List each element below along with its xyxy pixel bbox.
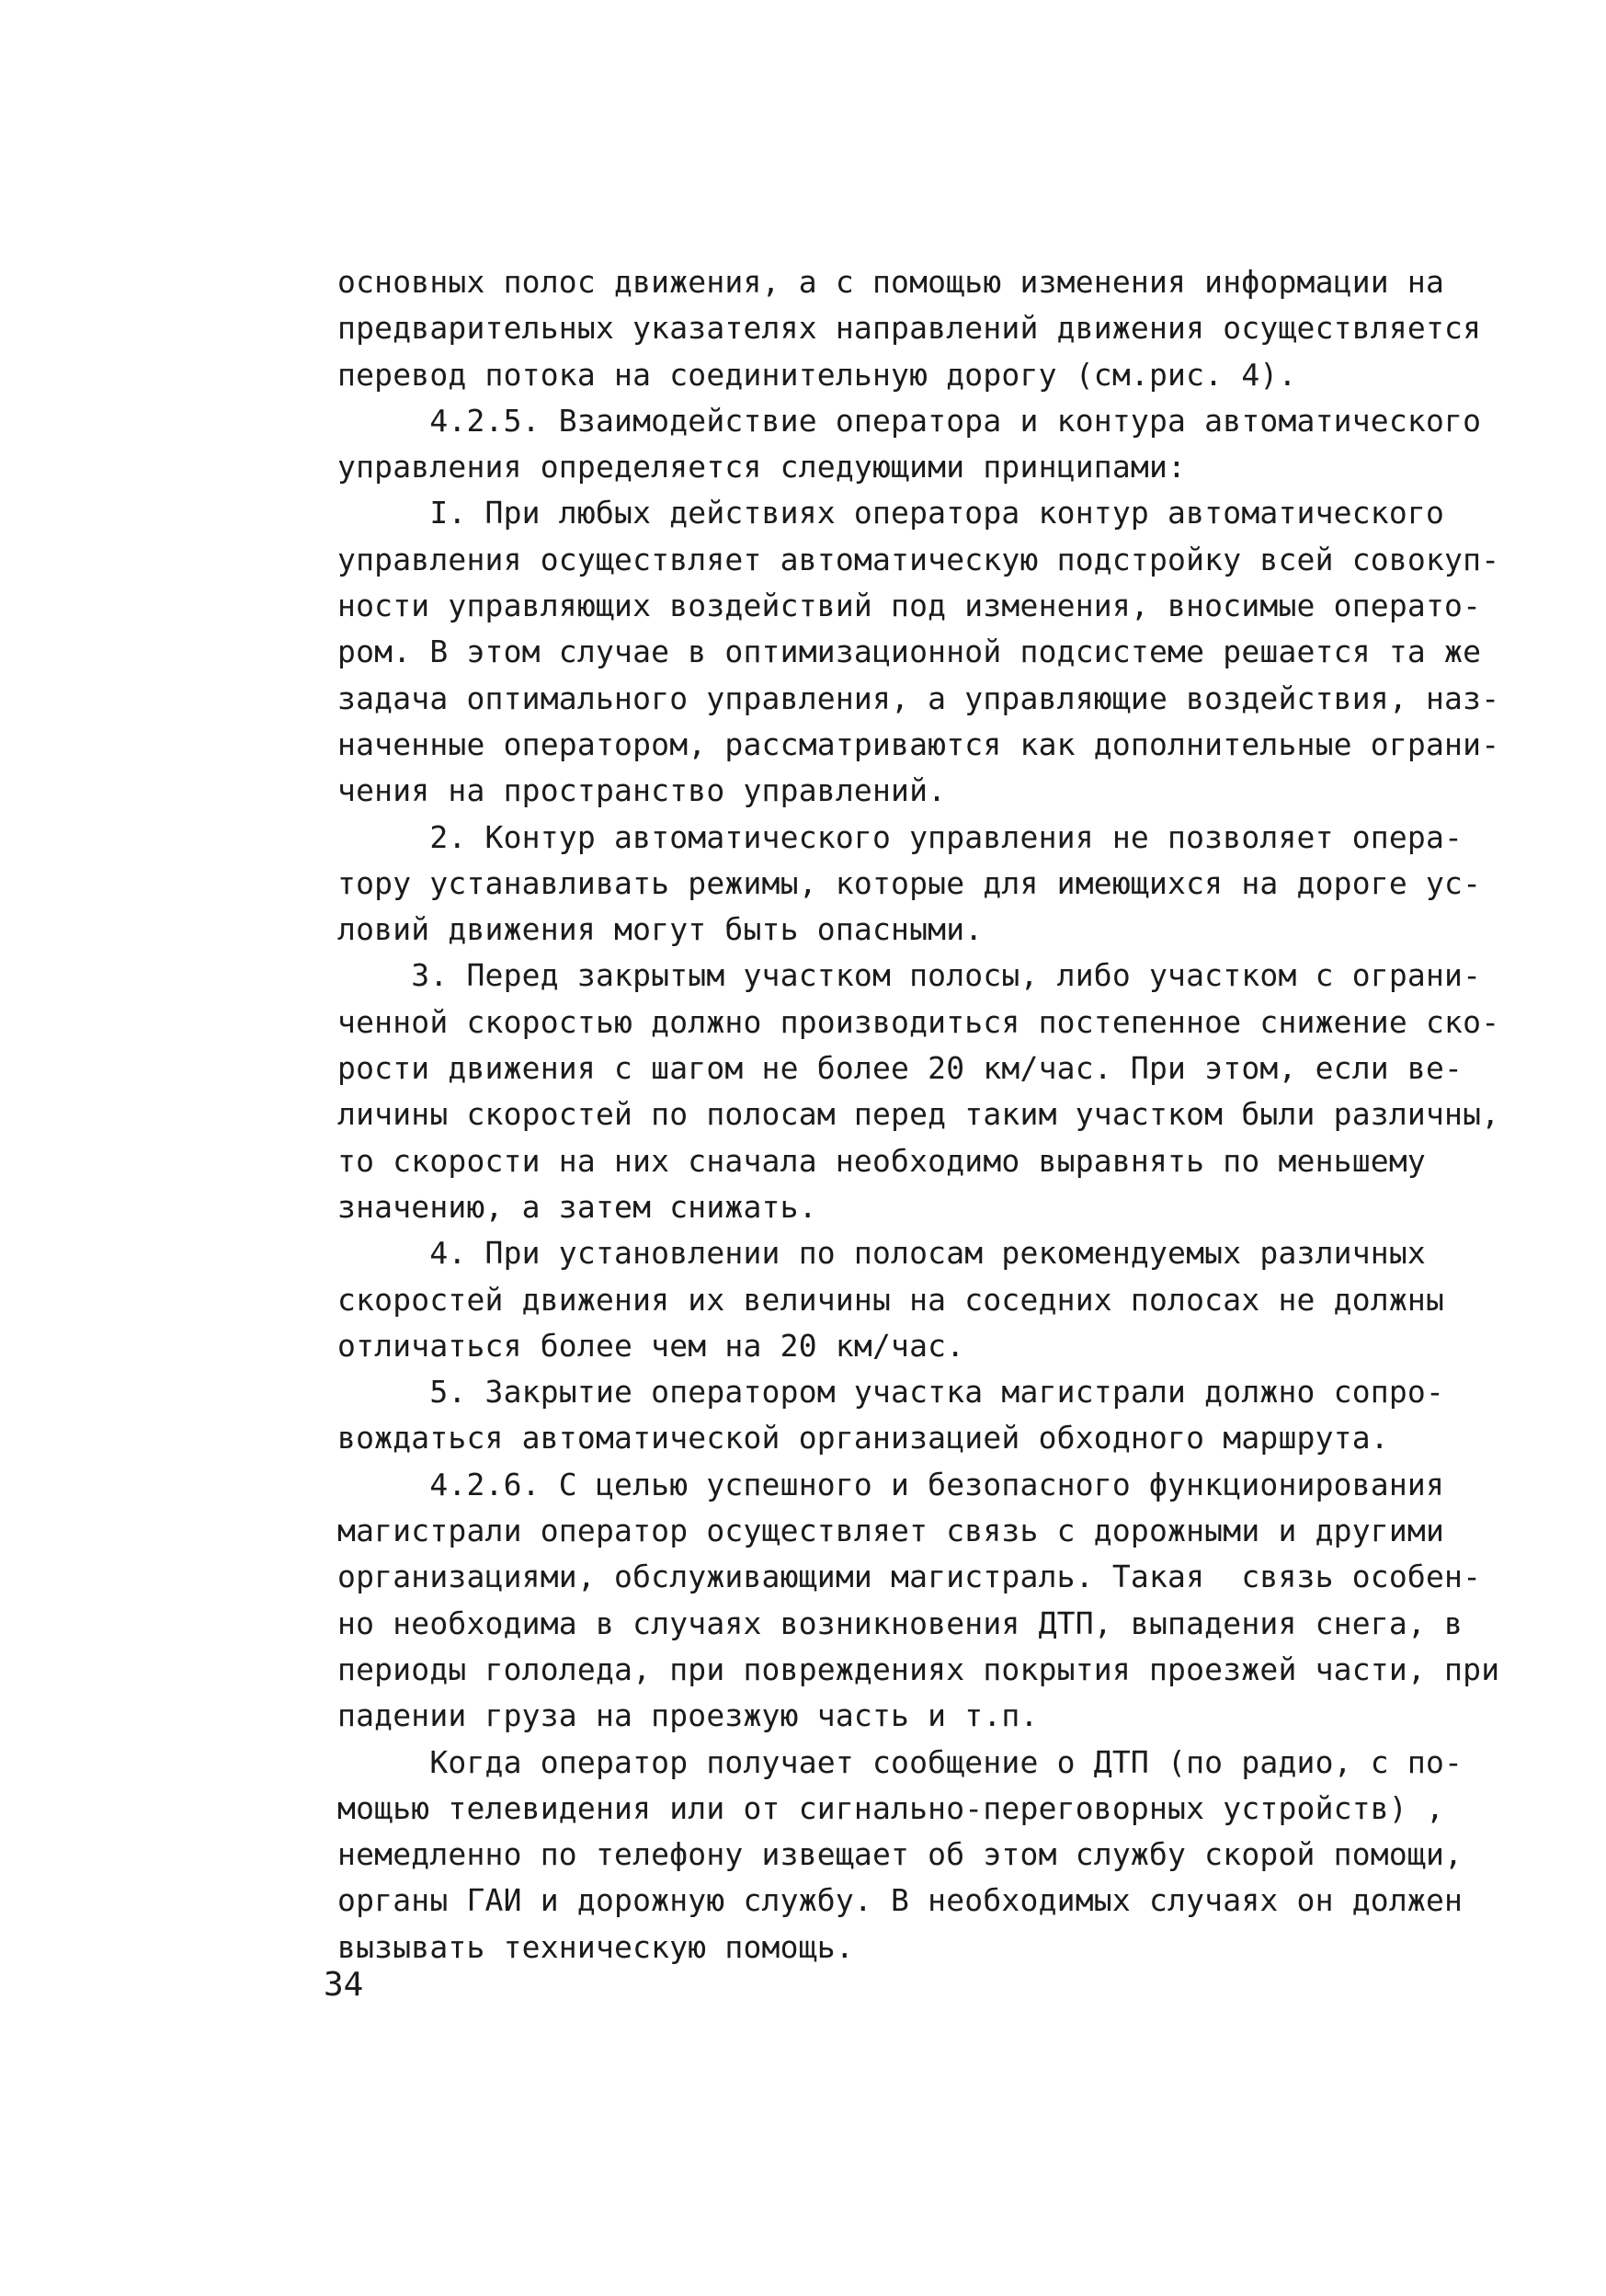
text-line: чения на пространство управлений. bbox=[337, 772, 947, 809]
text-line: ром. В этом случае в оптимизационной подсистеме решается та же bbox=[337, 634, 1482, 670]
text-line: управления определяется следующими принципами: bbox=[337, 449, 1187, 485]
text-line: вызывать техническую помощь. bbox=[337, 1928, 854, 1965]
text-line: управления осуществляет автоматическую подстройку всей совокуп- bbox=[337, 541, 1500, 577]
text-line: 2. Контур автоматического управления не позволяет опера- bbox=[337, 818, 1464, 855]
body-text bbox=[337, 259, 1523, 1970]
text-line: периоды гололеда, при повреждениях покрытия проезжей части, при bbox=[337, 1651, 1500, 1687]
text-line: тору устанавливать режимы, которые для имеющихся на дороге ус- bbox=[337, 864, 1482, 901]
text-line: ности управляющих воздействий под изменения, вносимые операто- bbox=[337, 588, 1482, 624]
text-line: магистрали оператор осуществляет связь с дорожными и другими bbox=[337, 1513, 1445, 1549]
text-line: ловий движения могут быть опасными. bbox=[337, 911, 984, 948]
text-line: предварительных указателях направлений движения осуществляется bbox=[337, 310, 1482, 347]
text-line: 4. При установлении по полосам рекомендуемых различных bbox=[337, 1235, 1426, 1272]
text-line: наченные оператором, рассматриваются как дополнительные ограни- bbox=[337, 725, 1500, 762]
text-line: падении груза на проезжую часть и т.п. bbox=[337, 1697, 1039, 1734]
text-line: перевод потока на соединительную дорогу (см.рис. 4). bbox=[337, 356, 1297, 393]
text-line: органы ГАИ и дорожную службу. В необходимых случаях он должен bbox=[337, 1882, 1464, 1919]
text-line: 4.2.6. С целью успешного и безопасного функционирования bbox=[337, 1466, 1445, 1502]
text-line: но необходима в случаях возникновения ДТП, выпадения снега, в bbox=[337, 1605, 1464, 1641]
text-line: 5. Закрытие оператором участка магистрали должно сопро- bbox=[337, 1374, 1445, 1411]
text-line: задача оптимального управления, а управляющие воздействия, наз- bbox=[337, 680, 1500, 716]
text-line: 4.2.5. Взаимодействие оператора и контура автоматического bbox=[337, 402, 1482, 439]
text-line: Когда оператор получает сообщение о ДТП (по радио, с по- bbox=[337, 1743, 1464, 1780]
text-line: вождаться автоматической организацией обходного маршрута. bbox=[337, 1420, 1389, 1456]
text-line: 3. Перед закрытым участком полосы, либо участком с ограни- bbox=[337, 957, 1482, 994]
text-line: отличаться более чем на 20 км/час. bbox=[337, 1327, 965, 1364]
page-number: 34 bbox=[324, 1966, 364, 2004]
text-line: I. При любых действиях оператора контур автоматического bbox=[337, 495, 1445, 531]
text-line: мощью телевидения или от сигнально-переговорных устройств) , bbox=[337, 1789, 1445, 1826]
text-line: скоростей движения их величины на соседних полосах не должны bbox=[337, 1281, 1445, 1318]
text-line: ченной скоростью должно производиться постепенное снижение ско- bbox=[337, 1003, 1500, 1040]
text-line: немедленно по телефону извещает об этом службу скорой помощи, bbox=[337, 1836, 1464, 1873]
text-line: рости движения с шагом не более 20 км/час. При этом, если ве- bbox=[337, 1050, 1464, 1087]
text-line: то скорости на них сначала необходимо выравнять по меньшему bbox=[337, 1142, 1426, 1179]
text-line: организациями, обслуживающими магистраль. Такая связь особен- bbox=[337, 1559, 1482, 1595]
text-line: личины скоростей по полосам перед таким участком были различны, bbox=[337, 1096, 1500, 1133]
text-line: значению, а затем снижать. bbox=[337, 1188, 817, 1225]
text-line: основных полос движения, а с помощью изменения информации на bbox=[337, 264, 1445, 300]
